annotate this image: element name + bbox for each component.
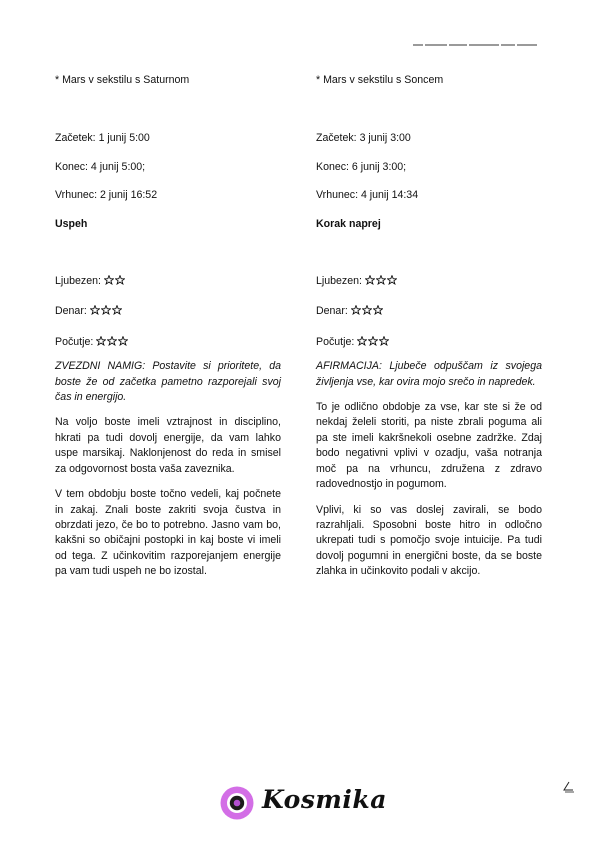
- feeling-label: Počutje:: [316, 335, 355, 348]
- star-icon: [357, 336, 367, 346]
- star-icon: [379, 336, 389, 346]
- end-time: Konec: 4 junij 5:00;: [55, 160, 146, 173]
- page-header-faint: [413, 36, 543, 46]
- money-label: Denar:: [55, 305, 87, 318]
- star-icon: [351, 305, 361, 315]
- star-icon: [115, 275, 125, 285]
- star-icon: [118, 336, 128, 346]
- brand-name: Kosmika: [262, 785, 387, 814]
- star-icon: [387, 275, 397, 285]
- transit-title: Uspeh: [55, 217, 88, 230]
- love-label: Ljubezen:: [55, 275, 101, 288]
- transit-heading: * Mars v sekstilu s Soncem: [316, 74, 444, 86]
- body-paragraph-1: To je odlično obdobje za vse, kar ste si že od nekdaj želeli storiti, pa niste zbrali poguma ali pa ste imeli kakršnekoli osebne zadržke. Zdaj bodo negativni vplivi v ozadju, vaša notranja moč pa na vrhuncu, združena z zdravo radovednostjo in pogumom.: [316, 401, 542, 491]
- love-stars: [365, 275, 398, 290]
- star-icon: [107, 336, 117, 346]
- star-icon: [101, 305, 111, 315]
- page-number-mark: [562, 780, 576, 792]
- feeling-stars: [96, 336, 129, 351]
- start-time: Začetek: 1 junij 5:00: [55, 132, 150, 145]
- eye-logo-icon: [220, 786, 254, 820]
- love-stars: [104, 275, 126, 290]
- money-rating: [55, 304, 281, 320]
- feeling-stars: [357, 336, 390, 351]
- money-stars: [351, 305, 384, 320]
- love-label: Ljubezen:: [316, 275, 362, 288]
- body-paragraph-2: Vplivi, ki so vas doslej zavirali, se bodo razrahljali. Sposobni boste hitro in odločno ukrepati tudi s pomočjo svoje intuicije. Pa tudi dovolj pogumni in energični boste, da se boste zlahka in učinkovito podali v akcijo.: [316, 503, 542, 578]
- right-column: [316, 73, 542, 580]
- money-rating: [316, 304, 542, 320]
- star-icon: [365, 275, 375, 285]
- star-icon: [90, 305, 100, 315]
- star-icon: [362, 305, 372, 315]
- money-label: Denar:: [316, 305, 348, 318]
- affirmation: AFIRMACIJA: Ljubeče odpuščam iz svojega življenja vse, kar ovira mojo srečo in napredek.: [316, 360, 542, 388]
- body-paragraph-1: Na voljo boste imeli vztrajnost in disciplino, hkrati pa tudi dovolj energije, da vam lahko uspe marsikaj. Naklonjenost do reda in smisel za odgovornost bosta vaša zaveznika.: [55, 416, 281, 475]
- feeling-label: Počutje:: [55, 335, 94, 348]
- transit-heading: * Mars v sekstilu s Saturnom: [55, 74, 190, 86]
- love-rating: [55, 274, 281, 290]
- peak-time: Vrhunec: 2 junij 16:52: [55, 189, 158, 202]
- star-tip: ZVEZDNI NAMIG: Postavite si prioritete, da boste že od začetka pametno razporejali svoj čas in energijo.: [55, 360, 281, 404]
- end-time: Konec: 6 junij 3:00;: [316, 160, 407, 173]
- kosmika-logo: [220, 785, 387, 823]
- star-icon: [112, 305, 122, 315]
- body-paragraph-2: V tem obdobju boste točno vedeli, kaj počnete in zakaj. Znali boste zakriti svoja čustva in obrzdati jezo, če bo to potrebno. Jasno vam bo, kakšni so običajni postopki in kaj boste vi imeli od tega. Z učinkovitim razporejanjem energije pa vam tudi uspeh ne bo izostal.: [55, 488, 281, 578]
- star-icon: [96, 336, 106, 346]
- star-icon: [368, 336, 378, 346]
- star-icon: [104, 275, 114, 285]
- star-icon: [373, 305, 383, 315]
- love-rating: [316, 274, 542, 290]
- peak-time: Vrhunec: 4 junij 14:34: [316, 189, 419, 202]
- star-icon: [376, 275, 386, 285]
- feeling-rating: [55, 335, 281, 351]
- left-column: [55, 73, 281, 580]
- money-stars: [90, 305, 123, 320]
- transit-title: Korak naprej: [316, 217, 381, 230]
- feeling-rating: [316, 335, 542, 351]
- start-time: Začetek: 3 junij 3:00: [316, 132, 411, 145]
